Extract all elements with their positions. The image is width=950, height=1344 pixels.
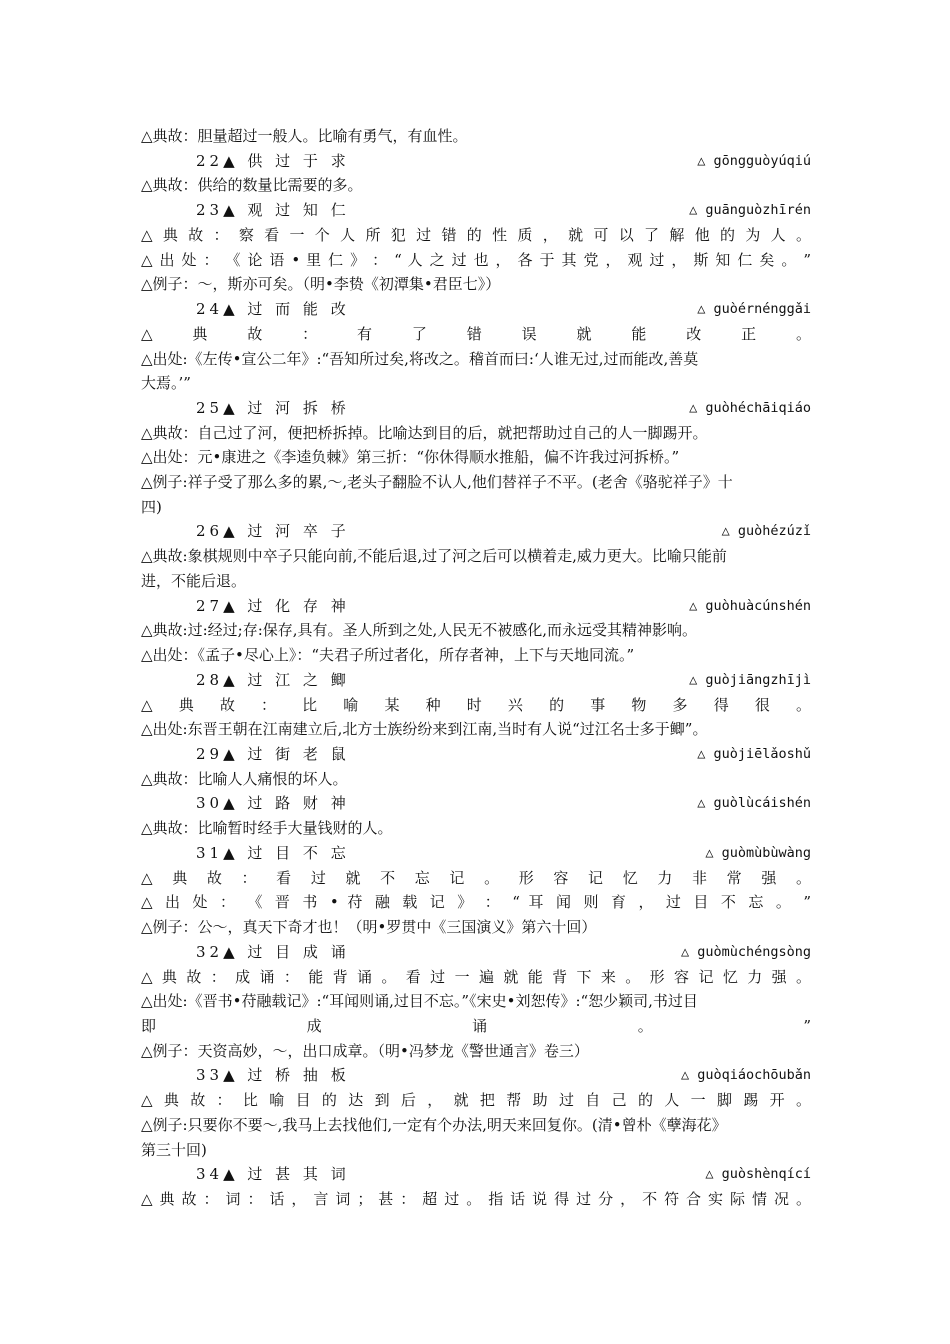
text-line: 大焉。’” <box>141 374 191 393</box>
text-line: △ 出 处 ： 《 晋 书 • 苻 融 载 记 》 ： “ 耳 闻 则 育 ， 过 目 不 忘 。 ” <box>141 893 811 912</box>
idiom-pinyin: △ guòérnénggǎi <box>697 301 811 318</box>
idiom-term: 26▲ 过 河 卒 子 <box>196 522 350 541</box>
text-line: △典故：自己过了河，便把桥拆掉。比喻达到目的后，就把帮助过自己的人一脚踢开。 <box>141 423 708 442</box>
idiom-entry-heading <box>141 791 811 816</box>
idiom-term: 24▲ 过 而 能 改 <box>196 300 350 319</box>
idiom-pinyin: △ guòmùbùwàng <box>705 844 811 861</box>
idiom-entry-heading <box>141 841 811 866</box>
idiom-pinyin: △ guòlùcáishén <box>697 795 811 812</box>
text-line: △ 典 故 ： 有 了 错 误 就 能 改 正 。 <box>141 324 811 343</box>
text-line: 第三十回) <box>141 1140 207 1159</box>
idiom-pinyin: △ guòhéchāiqiáo <box>689 399 811 416</box>
idiom-term: 32▲ 过 目 成 诵 <box>196 942 350 961</box>
idiom-pinyin: △ guòjiēlǎoshǔ <box>697 745 811 762</box>
text-line: △ 出 处 ： 《 论 语 • 里 仁 》 ： “ 人 之 过 也 ， 各 于 其 党 ， 观 过 ， 斯 知 仁 矣 。 ” <box>141 250 811 269</box>
text-line: △典故：比喻暂时经手大量钱财的人。 <box>141 819 393 838</box>
idiom-term: 34▲ 过 甚 其 词 <box>196 1165 350 1184</box>
idiom-entry-heading <box>141 742 811 767</box>
idiom-pinyin: △ guòjiāngzhījì <box>689 671 811 688</box>
idiom-entry-heading <box>141 1162 811 1187</box>
text-line: △ 典 故 ： 比 喻 目 的 达 到 后 ， 就 把 帮 助 过 自 己 的 人 一 脚 踢 开 。 <box>141 1091 811 1110</box>
idiom-entry-heading <box>141 594 811 619</box>
idiom-pinyin: △ guòshènqící <box>705 1166 811 1183</box>
idiom-pinyin: △ guòmùchéngsòng <box>680 943 811 960</box>
text-line: △出处:《左传•宣公二年》:“吾知所过矣,将改之。稽首而曰:‘人谁无过,过而能改,善莫 <box>141 349 699 368</box>
idiom-term: 27▲ 过 化 存 神 <box>196 596 350 615</box>
text-line: △典故:象棋规则中卒子只能向前,不能后退,过了河之后可以横着走,威力更大。比喻只能前 <box>141 547 727 566</box>
idiom-entry-heading <box>141 198 811 223</box>
idiom-entry-heading <box>141 396 811 421</box>
text-line: 即 成 诵 。 ” <box>141 1016 811 1035</box>
idiom-entry-heading <box>141 519 811 544</box>
document-page <box>141 124 811 1212</box>
idiom-term: 31▲ 过 目 不 忘 <box>196 843 350 862</box>
text-line: △例子:只要你不要～,我马上去找他们,一定有个办法,明天来回复你。(清•曾朴《孽海花》 <box>141 1115 727 1134</box>
idiom-entry-heading <box>141 297 811 322</box>
idiom-term: 28▲ 过 江 之 鲫 <box>196 670 350 689</box>
idiom-pinyin: △ guòhuàcúnshén <box>689 597 811 614</box>
idiom-entry-heading <box>141 1063 811 1088</box>
idiom-entry-heading <box>141 149 811 174</box>
idiom-pinyin: △ guòhézúzǐ <box>721 523 811 540</box>
text-line: △出处:《晋书•苻融载记》:“耳闻则诵,过目不忘。”《宋史•刘恕传》:“恕少颖司,书过目 <box>141 992 698 1011</box>
text-line: △例子:祥子受了那么多的累,～,老头子翻脸不认人,他们替祥子不平。(老舍《骆驼祥子》十 <box>141 473 733 492</box>
text-line: △ 典 故 ： 词 ： 话 ， 言 词 ； 甚 ： 超 过 。 指 话 说 得 过 分 ， 不 符 合 实 际 情 况 。 <box>141 1189 811 1208</box>
idiom-term: 29▲ 过 街 老 鼠 <box>196 744 350 763</box>
text-line: △典故:过:经过;存:保存,具有。圣人所到之处,人民无不被感化,而永远受其精神影响。 <box>141 621 698 640</box>
idiom-entry-heading <box>141 940 811 965</box>
text-line: 进，不能后退。 <box>141 571 247 590</box>
text-line: △例子：公～，真天下奇才也！（明•罗贯中《三国演义》第六十回） <box>141 918 597 937</box>
idiom-pinyin: △ guòqiáochōubǎn <box>680 1067 811 1084</box>
idiom-term: 33▲ 过 桥 抽 板 <box>196 1066 350 1085</box>
idiom-term: 30▲ 过 路 财 神 <box>196 794 350 813</box>
text-line: △出处：元•康进之《李逵负棘》第三折：“你休得顺水推船，偏不许我过河拆桥。” <box>141 448 680 467</box>
idiom-term: 22▲ 供 过 于 求 <box>196 151 350 170</box>
idiom-entry-heading <box>141 668 811 693</box>
idiom-term: 23▲ 观 过 知 仁 <box>196 201 350 220</box>
text-line: △出处:东晋王朝在江南建立后,北方士族纷纷来到江南,当时有人说“过江名士多于鲫”。 <box>141 720 708 739</box>
text-line: △例子：～，斯亦可矣。（明•李贽《初潭集•君臣七》） <box>141 275 501 294</box>
text-line: △ 典 故 ： 看 过 就 不 忘 记 。 形 容 记 忆 力 非 常 强 。 <box>141 868 811 887</box>
text-line: △典故：胆量超过一般人。比喻有勇气，有血性。 <box>141 127 468 145</box>
text-line: △ 典 故 ： 比 喻 某 种 时 兴 的 事 物 多 得 很 。 <box>141 695 811 714</box>
text-line: △出处：《孟子•尽心上》：“夫君子所过者化，所存者神，上下与天地同流。” <box>141 646 635 665</box>
idiom-term: 25▲ 过 河 拆 桥 <box>196 398 350 417</box>
text-line: 四) <box>141 497 162 516</box>
text-line: △典故：比喻人人痛恨的坏人。 <box>141 769 348 788</box>
text-line: △典故：供给的数量比需要的多。 <box>141 176 363 195</box>
text-line: △ 典 故 ： 成 诵 ： 能 背 诵 。 看 过 一 遍 就 能 背 下 来 。 形 容 记 忆 力 强 。 <box>141 967 811 986</box>
idiom-pinyin: △ gōngguòyúqiú <box>697 152 811 169</box>
text-line: △ 典 故 ： 察 看 一 个 人 所 犯 过 错 的 性 质 ， 就 可 以 了 解 他 的 为 人 。 <box>141 225 811 244</box>
text-line: △例子：天资高妙，～，出口成章。（明•冯梦龙《警世通言》卷三） <box>141 1041 589 1060</box>
idiom-pinyin: △ guānguòzhīrén <box>689 202 811 219</box>
